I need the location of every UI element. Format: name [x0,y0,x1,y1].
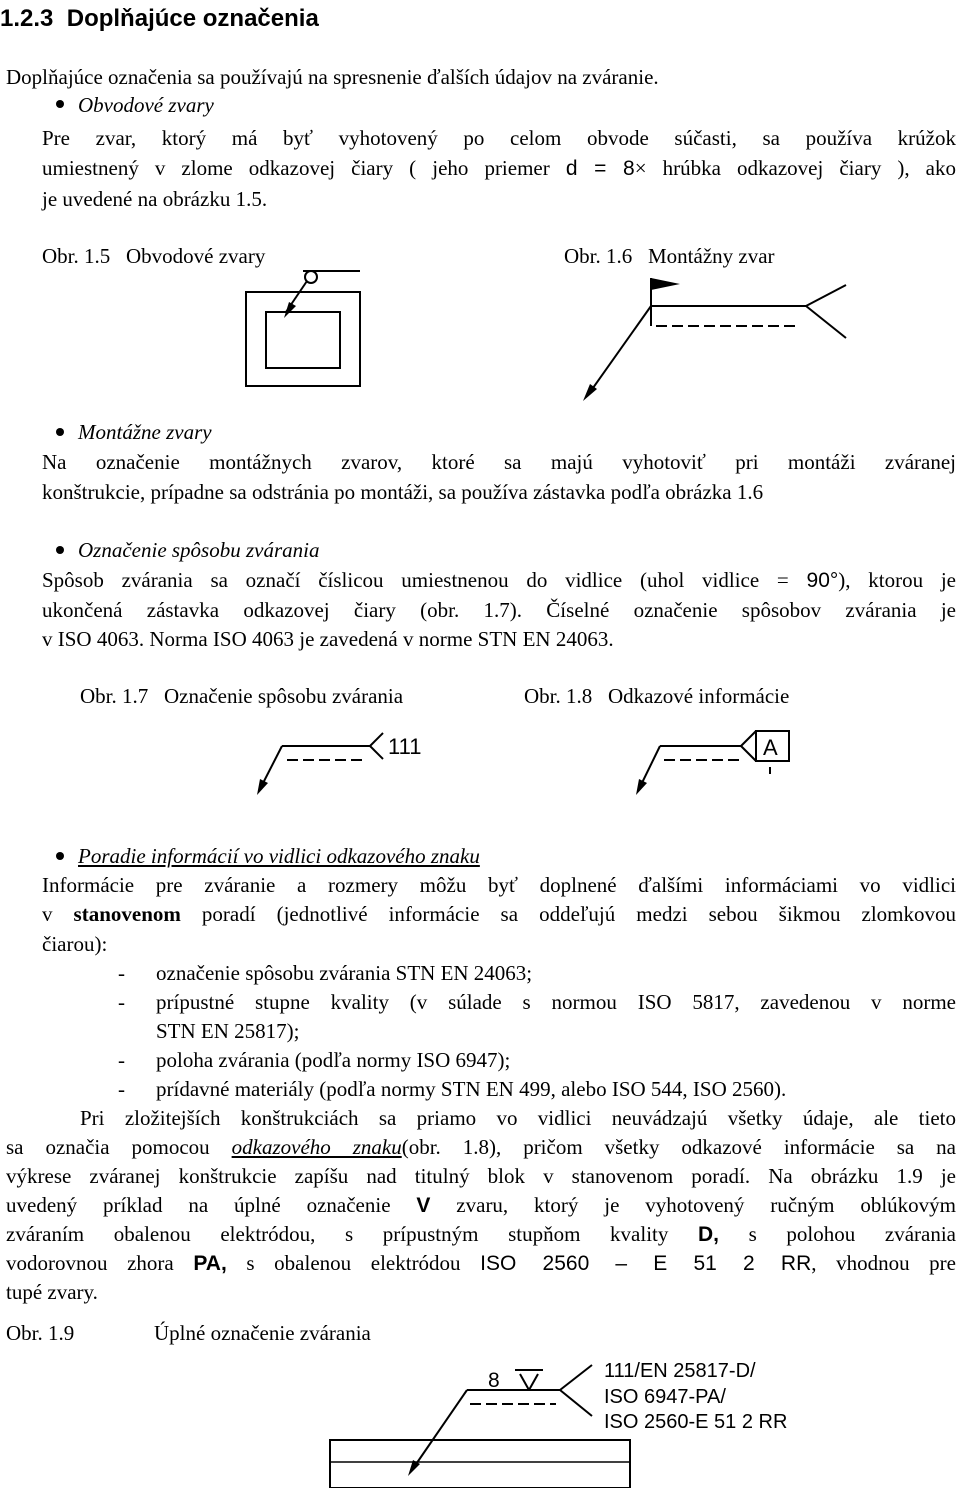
reference-sign-term: odkazového znaku [231,1135,402,1159]
fig16-title: Montážny zvar [648,244,775,268]
poradie-line3: čiarou): [42,932,108,956]
list-dash: - [118,1048,125,1072]
list-item: prípustné stupne kvality (v súlade s normou ISO 5817, zavedenou v norme [156,990,956,1014]
poradie-line2-end: poradí (jednotlivé informácie sa oddeľujú medzi sebou šikmou zlomkovou [201,902,957,926]
fig16-label: Obr. 1.6 [564,244,633,268]
electrode-designation: ISO 2560 – E 51 2 RR [480,1252,812,1275]
montazne-heading: Montážne zvary [78,420,212,444]
paragraph-line7: tupé zvary. [6,1280,98,1304]
sposob-heading: Označenie spôsobu zvárania [78,538,320,562]
paragraph-line5-end: s polohou zvárania [748,1222,956,1246]
poradie-line1: Informácie pre zváranie a rozmery môžu byť doplnené ďalšími informáciami vo vidlici [42,873,956,897]
sposob-line1-start: Spôsob zvárania sa označí číslicou umiestnenou do vidlice (uhol vidlice = [42,568,789,592]
obvodove-heading: Obvodové zvary [78,93,214,117]
sposob-line3: v ISO 4063. Norma ISO 4063 je zavedená v norme STN EN 24063. [42,627,614,651]
intro-paragraph: Doplňajúce označenia sa používajú na spresnenie ďalších údajov na zváranie. [6,65,659,89]
fig18-title: Odkazové informácie [608,684,790,708]
reference-line1: 111/EN 25817-D/ [604,1360,756,1382]
weld-type-v: V [416,1194,431,1217]
paragraph-line2-end: (obr. 1.8), pričom všetky odkazové informácie sa na [401,1135,956,1159]
section-number: 1.2.3 [0,5,54,32]
paragraph-line4-start: uvedený príklad na úplné označenie [6,1193,391,1217]
list-dash: - [118,990,125,1014]
obvodove-line1: Pre zvar, ktorý má byť vyhotovený po celom obvode súčasti, sa používa krúžok [42,126,956,150]
poradie-line2-start: v [42,902,53,926]
reference-line3: ISO 2560-E 51 2 RR [604,1411,788,1433]
fig18-label: Obr. 1.8 [524,684,593,708]
fork-angle: 90° [806,569,839,592]
fig15-label: Obr. 1.5 [42,244,111,268]
montazne-line2: konštrukcie, prípadne sa odstránia po montáži, sa používa zástavka podľa obrázka 1.6 [42,480,764,504]
weld-size: 8 [488,1369,500,1392]
poradie-bold-word: stanovenom [73,902,181,926]
v-weld-symbol-icon [520,1374,529,1390]
fig19-title: Úplné označenie zvárania [154,1321,371,1345]
obvodove-line3: je uvedené na obrázku 1.5. [42,187,268,211]
paragraph-line6-start: vodorovnou zhora [6,1251,174,1275]
sposob-line1-end: ), ktorou je [838,568,956,592]
paragraph-line6-mid: s obalenou elektródou [246,1251,461,1275]
sposob-line2: ukončená zástavka odkazovej čiary (obr. 1.7). Číselné označenie spôsobov zvárania je [42,598,956,622]
fig19-label: Obr. 1.9 [6,1321,75,1345]
list-dash: - [118,1077,125,1101]
poradie-heading: Poradie informácií vo vidlici odkazového znaku [78,844,480,868]
fig15-title: Obvodové zvary [126,244,266,268]
fig17-title: Označenie spôsobu zvárania [164,684,404,708]
times-icon: × [634,156,647,180]
welding-position: PA, [193,1252,227,1275]
paragraph-line5-start: zváraním obalenou elektródou, s prípustným stupňom kvality [6,1222,669,1246]
paragraph-line4-end: zvaru, ktorý je vyhotovený ručným oblúkovým [456,1193,956,1217]
paragraph-line1: Pri zložitejších konštrukciách sa priamo vo vidlici neuvádzajú všetky údaje, ale tieto [80,1106,956,1130]
reference-letter: A [763,735,778,760]
list-item: označenie spôsobu zvárania STN EN 24063; [156,961,533,985]
weld-plate [330,1440,630,1488]
list-dash: - [118,961,125,985]
list-item: prídavné materiály (podľa normy STN EN 499, alebo ISO 544, ISO 2560). [156,1077,787,1101]
reference-line2: ISO 6947-PA/ [604,1386,726,1408]
obvodove-line2-end: hrúbka odkazovej čiary ), ako [662,156,956,180]
diameter-formula: d = 8 [565,157,635,180]
quality-level: D, [698,1223,720,1246]
paragraph-line3: výkrese zváranej konštrukcie zapíšu nad titulný blok v stanovenom poradí. Na obrázku 1.9 je [6,1164,956,1188]
fig17-label: Obr. 1.7 [80,684,149,708]
section-title-text: Doplňajúce označenia [66,5,319,32]
process-code: 111 [388,734,422,759]
list-item: poloha zvárania (podľa normy ISO 6947); [156,1048,511,1072]
list-item: STN EN 25817); [156,1019,300,1043]
obvodove-line2-start: umiestnený v zlome odkazovej čiary ( jeho priemer [42,156,550,180]
paragraph-line6-end: , vhodnou pre [811,1251,956,1275]
paragraph-line2-start: sa označia pomocou [6,1135,210,1159]
montazne-line1: Na označenie montážnych zvarov, ktoré sa majú vyhotoviť pri montáži zváranej [42,450,956,474]
